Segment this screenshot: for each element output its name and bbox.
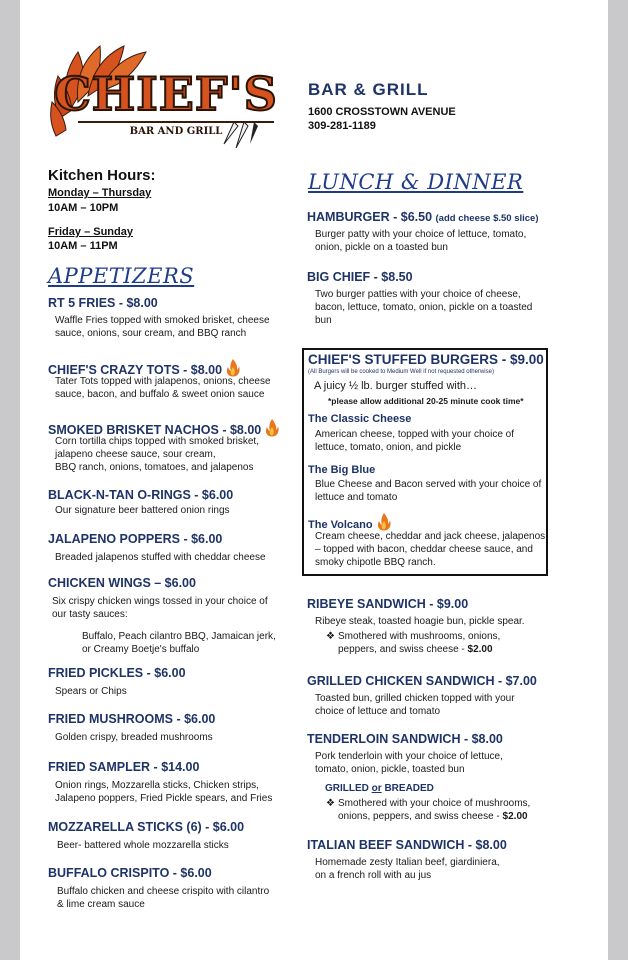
item-onion-rings: BLACK-N-TAN O-RINGS - $6.00	[48, 488, 234, 502]
desc-line: Breaded jalapenos stuffed with cheddar cheese	[55, 552, 266, 563]
desc-line: Blue Cheese and Bacon served with your choice of	[315, 479, 542, 490]
desc-line: Beer- battered whole mozzarella sticks	[57, 840, 229, 851]
desc-line: sauce, onions, sour cream, and BBQ ranch	[55, 328, 247, 339]
desc-line: lettuce, tomato, onion, and pickle	[315, 442, 462, 453]
desc-line: & lime cream sauce	[57, 899, 145, 910]
item-desc	[55, 731, 213, 744]
item-mozzarella-sticks: MOZZARELLA STICKS (6) - $6.00	[48, 820, 245, 834]
kitchen-hours-weekday: 10AM – 10PM	[48, 202, 119, 214]
sub-volcano	[308, 513, 391, 531]
desc-line: Spears or Chips	[55, 686, 127, 697]
item-big-chief: BIG CHIEF - $8.50	[307, 270, 413, 284]
desc-line: Two burger patties with your choice of cheese,	[315, 289, 521, 300]
item-desc	[55, 314, 270, 340]
option-price: $2.00	[502, 811, 528, 822]
desc-line: or Creamy Boetje's buffalo	[82, 644, 200, 655]
desc-line: Onion rings, Mozzarella sticks, Chicken strips,	[55, 780, 259, 791]
item-desc	[315, 856, 500, 882]
item-desc	[55, 551, 266, 564]
desc-line: Corn tortilla chips topped with smoked brisket,	[55, 436, 259, 447]
option-line: onions, peppers, and swiss cheese -	[338, 811, 503, 822]
item-stuffed-burgers: CHIEF'S STUFFED BURGERS - $9.00	[308, 352, 544, 367]
desc-line: choice of lettuce and tomato	[315, 706, 441, 717]
cook-temperature-note: (All Burgers will be cooked to Medium Well if not requested otherwise)	[308, 369, 494, 375]
desc-line: Tater Tots topped with jalapenos, onions, cheese	[55, 376, 271, 387]
ribeye-option	[326, 630, 500, 656]
item-desc	[315, 530, 545, 569]
sub-name-text: The Volcano	[308, 519, 373, 531]
kitchen-hours-title: Kitchen Hours:	[48, 167, 156, 184]
desc-line: Buffalo chicken and cheese crispito with cilantro	[57, 886, 270, 897]
item-desc	[55, 504, 230, 517]
item-chicken-wings: CHICKEN WINGS – $6.00	[48, 576, 196, 590]
item-name-text: SMOKED BRISKET NACHOS - $8.00	[48, 423, 262, 437]
desc-line: Homemade zesty Italian beef, giardiniera,	[315, 857, 500, 868]
item-desc	[315, 228, 526, 254]
item-rt5-fries: RT 5 FRIES - $8.00	[48, 296, 158, 310]
desc-line: onion, pickle on a toasted bun	[315, 242, 448, 253]
style-grilled: GRILLED	[325, 783, 372, 794]
desc-line: Our signature beer battered onion rings	[55, 505, 230, 516]
item-desc	[55, 685, 127, 698]
street-address: 1600 CROSSTOWN AVENUE	[308, 106, 456, 118]
desc-line: Six crispy chicken wings tossed in your choice of	[52, 596, 268, 607]
style-breaded: BREADED	[381, 783, 434, 794]
option-line: Smothered with your choice of mushrooms,	[338, 798, 531, 809]
item-desc	[55, 435, 259, 474]
flame-icon	[377, 513, 391, 531]
chiefs-logo	[48, 40, 278, 152]
option-line: Smothered with mushrooms, onions,	[338, 631, 501, 642]
item-desc: Ribeye steak, toasted hoagie bun, pickle spear.	[315, 616, 525, 627]
item-desc	[315, 428, 514, 454]
sub-big-blue: The Big Blue	[308, 464, 376, 476]
desc-line: Waffle Fries topped with smoked brisket, cheese	[55, 315, 270, 326]
desc-line: tomato, onion, pickle, toasted bun	[315, 764, 465, 775]
item-buffalo-crispito: BUFFALO CRISPITO - $6.00	[48, 866, 212, 880]
cook-time-note: *please allow additional 20-25 minute cook time*	[328, 396, 524, 406]
desc-line: Jalapeno poppers, Fried Pickle spears, and Fries	[55, 793, 273, 804]
desc-line: American cheese, topped with your choice of	[315, 429, 514, 440]
item-italian-beef: ITALIAN BEEF SANDWICH - $8.00	[307, 838, 507, 852]
desc-line: jalapeno cheese sauce, sour cream,	[55, 449, 216, 460]
desc-line: bacon, lettuce, tomato, onion, pickle on a toasted	[315, 302, 533, 313]
kitchen-days-weekday: Monday – Thursday	[48, 187, 152, 199]
logo-wordmark: CHIEF'S	[54, 67, 278, 121]
item-desc	[55, 779, 272, 805]
item-desc	[315, 692, 515, 718]
item-fried-mushrooms: FRIED MUSHROOMS - $6.00	[48, 712, 216, 726]
item-desc	[57, 885, 269, 911]
desc-line: Golden crispy, breaded mushrooms	[55, 732, 213, 743]
lunch-dinner-heading: LUNCH & DINNER	[308, 170, 524, 194]
item-desc	[315, 478, 541, 504]
desc-line: Pork tenderloin with your choice of lettuce,	[315, 751, 503, 762]
style-or: or	[371, 783, 382, 794]
diamond-bullet-icon: ❖	[326, 631, 335, 642]
item-desc	[52, 595, 268, 621]
item-desc	[315, 288, 532, 327]
desc-line: our tasty sauces:	[52, 609, 128, 620]
desc-line: Toasted bun, grilled chicken topped with your	[315, 693, 515, 704]
item-grilled-chicken: GRILLED CHICKEN SANDWICH - $7.00	[307, 674, 537, 688]
item-desc	[315, 750, 503, 776]
desc-line: smoky chipotle BBQ ranch.	[315, 557, 436, 568]
item-fried-pickles: FRIED PICKLES - $6.00	[48, 666, 186, 680]
item-name-text: CHIEF'S CRAZY TOTS - $8.00	[48, 363, 223, 377]
phone-number: 309-281-1189	[308, 120, 376, 132]
stuffed-intro: A juicy ½ lb. burger stuffed with…	[314, 380, 478, 392]
logo-subtitle: BAR AND GRILL	[129, 126, 223, 137]
option-price: $2.00	[467, 644, 493, 655]
item-name-text: HAMBURGER - $6.50	[307, 210, 433, 224]
address-block	[308, 105, 456, 133]
item-ribeye: RIBEYE SANDWICH - $9.00	[307, 597, 469, 611]
restaurant-title: BAR & GRILL	[308, 80, 429, 99]
sub-classic-cheese: The Classic Cheese	[308, 413, 412, 425]
diamond-bullet-icon: ❖	[326, 798, 335, 809]
appetizers-heading: APPETIZERS	[48, 264, 195, 288]
desc-line: Cream cheese, cheddar and jack cheese, jalapenos	[315, 531, 546, 542]
item-jalapeno-poppers: JALAPENO POPPERS - $6.00	[48, 532, 223, 546]
desc-line: lettuce and tomato	[315, 492, 398, 503]
tenderloin-style-options	[325, 783, 434, 794]
tenderloin-option	[326, 797, 530, 823]
item-desc	[55, 375, 271, 401]
desc-line: on a french roll with au jus	[315, 870, 432, 881]
add-cheese-note: (add cheese $.50 slice)	[435, 213, 539, 224]
desc-line: – topped with bacon, cheddar cheese sauce, and	[315, 544, 533, 555]
desc-line: BBQ ranch, onions, tomatoes, and jalapenos	[55, 462, 254, 473]
kitchen-hours-weekend: 10AM – 11PM	[48, 240, 118, 252]
flame-icon	[265, 419, 279, 437]
wing-sauces	[82, 630, 276, 656]
item-tenderloin: TENDERLOIN SANDWICH - $8.00	[307, 732, 503, 746]
option-line: peppers, and swiss cheese -	[338, 644, 468, 655]
item-desc	[57, 839, 229, 852]
kitchen-days-weekend: Friday – Sunday	[48, 226, 133, 238]
desc-line: Burger patty with your choice of lettuce, tomato,	[315, 229, 527, 240]
item-hamburger	[307, 210, 539, 224]
item-fried-sampler: FRIED SAMPLER - $14.00	[48, 760, 200, 774]
desc-line: bun	[315, 315, 332, 326]
desc-line: Buffalo, Peach cilantro BBQ, Jamaican jerk,	[82, 631, 276, 642]
desc-line: sauce, bacon, and buffalo & sweet onion sauce	[55, 389, 265, 400]
